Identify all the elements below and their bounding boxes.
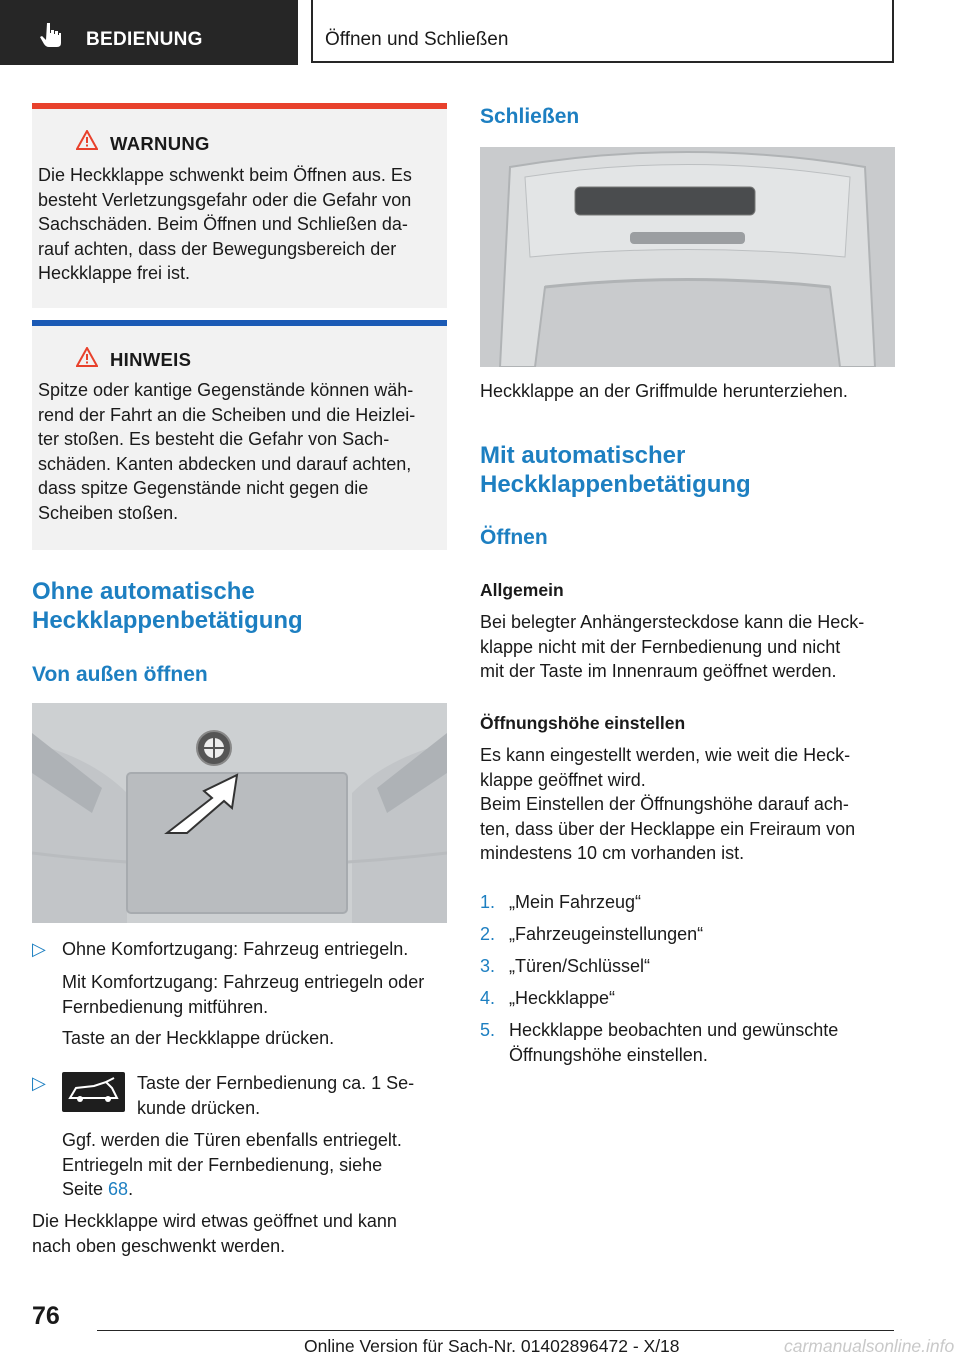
remote-tailgate-button-icon <box>62 1072 125 1112</box>
paragraph-line: ten, dass über der Hecklappe ein Freiraum von <box>480 818 856 839</box>
page-ref-suffix: . <box>128 1179 134 1199</box>
heading-auto-tailgate <box>480 441 751 499</box>
paragraph-line: mit der Taste im Innenraum geöffnet werden. <box>480 661 837 681</box>
close-instruction: Heckklappe an der Griffmulde herunterziehen. <box>480 381 848 401</box>
hint-box <box>32 320 447 550</box>
paragraph-line: mindestens 10 cm vorhanden ist. <box>480 843 745 863</box>
step-line: Öffnungshöhe einstellen. <box>509 1044 708 1065</box>
hint-line: dass spitze Gegenstände nicht gegen die <box>38 478 369 498</box>
hint-line: ter stoßen. Es besteht die Gefahr von Sach- <box>38 429 390 449</box>
closing-paragraph <box>32 1209 397 1258</box>
bullet-line: Taste der Fernbedienung ca. 1 Se- <box>137 1073 415 1093</box>
paragraph-line: nach oben geschwenkt werden. <box>32 1235 286 1256</box>
heading-close: Schließen <box>480 105 580 128</box>
subtext-line: Ggf. werden die Türen ebenfalls entriegelt. <box>62 1130 402 1150</box>
paragraph-line: Die Heckklappe wird etwas geöffnet und kann <box>32 1211 397 1231</box>
hint-text <box>38 378 441 525</box>
step-text <box>509 1018 838 1067</box>
bullet-marker: ▷ <box>32 1073 46 1093</box>
warning-triangle-icon <box>76 130 98 150</box>
subtext-line <box>62 1177 402 1202</box>
subtext-line: Mit Komfortzugang: Fahrzeug entriegeln oder <box>62 972 425 992</box>
heading-line: Mit automatischer <box>480 442 686 469</box>
step-text: „Türen/Schlüssel“ <box>509 956 651 976</box>
section-tab <box>0 0 298 65</box>
warning-bar <box>32 103 447 109</box>
warning-line: rauf achten, dass der Bewegungsbereich der <box>38 238 397 259</box>
paragraph-line: klappe nicht mit der Fernbedienung und nicht <box>480 636 841 657</box>
bullet-subtext <box>62 970 424 1019</box>
bullet-line: kunde drücken. <box>137 1097 261 1118</box>
step-number: 5. <box>480 1020 496 1040</box>
tailgate-handle-figure <box>32 703 447 923</box>
step-number: 2. <box>480 924 496 944</box>
hint-line: Scheiben stoßen. <box>38 502 179 523</box>
height-paragraph <box>480 743 855 866</box>
tailgate-handle-illustration <box>32 703 447 923</box>
hand-pointer-icon <box>40 22 62 48</box>
subheading-general: Allgemein <box>480 580 564 600</box>
page-ref-prefix: Seite <box>62 1179 109 1199</box>
bullet-subtext: Taste an der Heckklappe drücken. <box>62 1028 335 1048</box>
step-number: 4. <box>480 988 496 1008</box>
step-number: 3. <box>480 956 496 976</box>
step-number: 1. <box>480 892 496 912</box>
paragraph-line: Beim Einstellen der Öffnungshöhe darauf ach- <box>480 794 849 814</box>
paragraph-line: klappe geöffnet wird. <box>480 769 646 790</box>
bullet-marker: ▷ <box>32 939 46 959</box>
warning-line: besteht Verletzungsgefahr oder die Gefahr von <box>38 189 412 210</box>
step-line: Heckklappe beobachten und gewünschte <box>509 1020 839 1040</box>
page-number: 76 <box>32 1302 60 1330</box>
hint-line: Spitze oder kantige Gegenstände können wäh- <box>38 380 414 400</box>
warning-line: Heckklappe frei ist. <box>38 263 191 283</box>
footer-text: Online Version für Sach-Nr. 01402896472 - X/18 <box>304 1336 680 1356</box>
heading-line: Ohne automatische <box>32 578 255 605</box>
step-text: „Mein Fahrzeug“ <box>509 892 642 912</box>
tailgate-close-illustration <box>480 147 895 367</box>
paragraph-line: Bei belegter Anhängersteckdose kann die Heck- <box>480 612 865 632</box>
paragraph-line: Es kann eingestellt werden, wie weit die Heck- <box>480 745 851 765</box>
page-title: Öffnen und Schließen <box>325 29 509 50</box>
heading-open: Öffnen <box>480 526 548 549</box>
subheading-opening-height: Öffnungshöhe einstellen <box>480 713 686 733</box>
step-text: „Fahrzeugeinstellungen“ <box>509 924 704 944</box>
subtext-line: Entriegeln mit der Fernbedienung, siehe <box>62 1154 383 1175</box>
hint-heading: HINWEIS <box>110 349 192 370</box>
heading-open-outside: Von außen öffnen <box>32 663 208 686</box>
warning-line: Die Heckklappe schwenkt beim Öffnen aus. Es <box>38 165 412 185</box>
hint-bar <box>32 320 447 326</box>
watermark: carmanualsonline.info <box>784 1336 955 1356</box>
general-paragraph <box>480 610 864 684</box>
hint-triangle-icon <box>76 347 98 367</box>
heading-line: Heckklappenbetätigung <box>480 471 751 498</box>
heading-line: Heckklappenbetätigung <box>32 607 303 634</box>
bullet-subtext <box>62 1128 402 1202</box>
warning-line: Sachschäden. Beim Öffnen und Schließen da- <box>38 214 408 234</box>
subtext-line: Fernbedienung mitführen. <box>62 996 269 1017</box>
footer-divider <box>97 1330 894 1331</box>
bullet-text: Ohne Komfortzugang: Fahrzeug entriegeln. <box>62 939 409 959</box>
heading-manual-tailgate <box>32 577 303 635</box>
bullet-text <box>137 1071 414 1120</box>
page-ref-link[interactable]: 68 <box>108 1179 129 1199</box>
section-label: BEDIENUNG <box>86 29 203 50</box>
warning-heading: WARNUNG <box>110 133 210 154</box>
warning-box <box>32 103 447 308</box>
car-tailgate-symbol <box>62 1072 125 1112</box>
hint-line: rend der Fahrt an die Scheiben und die Heizlei- <box>38 404 416 425</box>
tailgate-close-figure <box>480 147 895 367</box>
warning-text <box>38 163 441 286</box>
hint-line: schäden. Kanten abdecken und darauf achten, <box>38 453 412 474</box>
step-text: „Heckklappe“ <box>509 988 616 1008</box>
